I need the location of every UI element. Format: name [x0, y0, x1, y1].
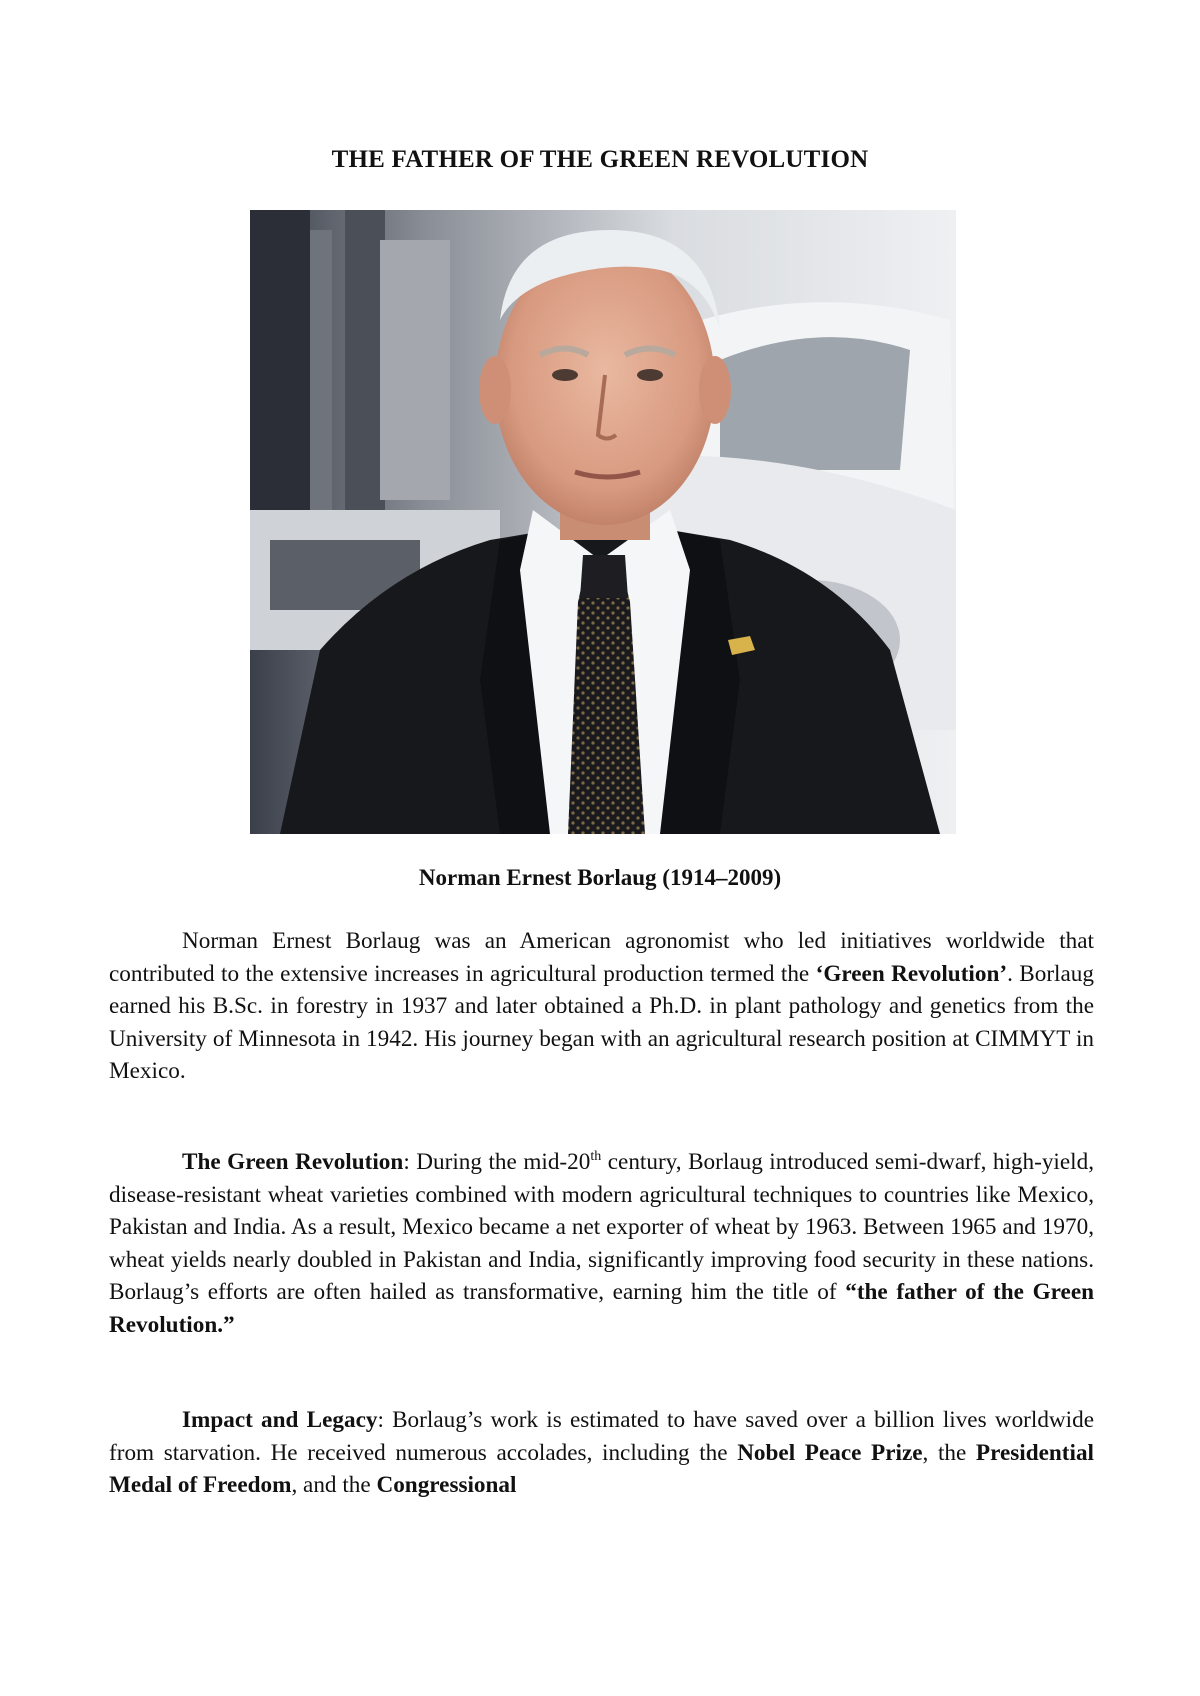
paragraph-intro: [109, 925, 1094, 1088]
bold-award: Nobel Peace Prize: [737, 1439, 923, 1466]
document-title: THE FATHER OF THE GREEN REVOLUTION: [331, 146, 869, 173]
paragraph-green-revolution: [109, 1146, 1094, 1341]
text-run: : During the mid-20: [403, 1149, 591, 1175]
portrait-illustration: [250, 210, 956, 834]
portrait-photo: [250, 210, 956, 834]
section-heading: The Green Revolution: [182, 1149, 404, 1175]
text-run: Norman Ernest Borlaug was an American agronomist who led initiatives worldwide that contributed to the extensive increases in agricultural production termed the: [109, 928, 1094, 987]
text-run: , the: [922, 1439, 976, 1466]
bold-quote: “the father of the Green Revolution.”: [109, 1279, 1095, 1338]
text-run: . Borlaug earned his B.Sc. in forestry in 1937 and later obtained a Ph.D. in plant pathology and genetics from the University of Minnesota in 1942. His journey began with an agricultural research position at CIMMYT in Mexico.: [109, 960, 1094, 1084]
superscript: th: [590, 1149, 602, 1164]
bold-award: Presidential Medal of Freedom: [109, 1439, 1094, 1498]
text-run: century, Borlaug introduced semi-dwarf, high-yield, disease-resistant wheat varieties combined with modern agricultural techniques to countries like Mexico, Pakistan and India. As a result, Mexico became a net exporter of wheat by 1963. Between 1965 and 1970, wheat yields nearly doubled in Pakistan and India, significantly improving food security in these nations. Borlaug’s efforts are often hailed as transformative, earning him the title of: [109, 1149, 1094, 1305]
photo-caption: Norman Ernest Borlaug (1914–2009): [418, 865, 782, 890]
bold-term: ‘Green Revolution’: [815, 960, 1008, 987]
section-heading: Impact and Legacy: [182, 1407, 378, 1433]
bold-award: Congressional: [376, 1472, 517, 1498]
paragraph-impact-legacy: [109, 1404, 1094, 1502]
text-run: , and the: [291, 1472, 377, 1498]
text-run: : Borlaug’s work is estimated to have saved over a billion lives worldwide from starvation. He received numerous accolades, including the: [109, 1407, 1094, 1466]
